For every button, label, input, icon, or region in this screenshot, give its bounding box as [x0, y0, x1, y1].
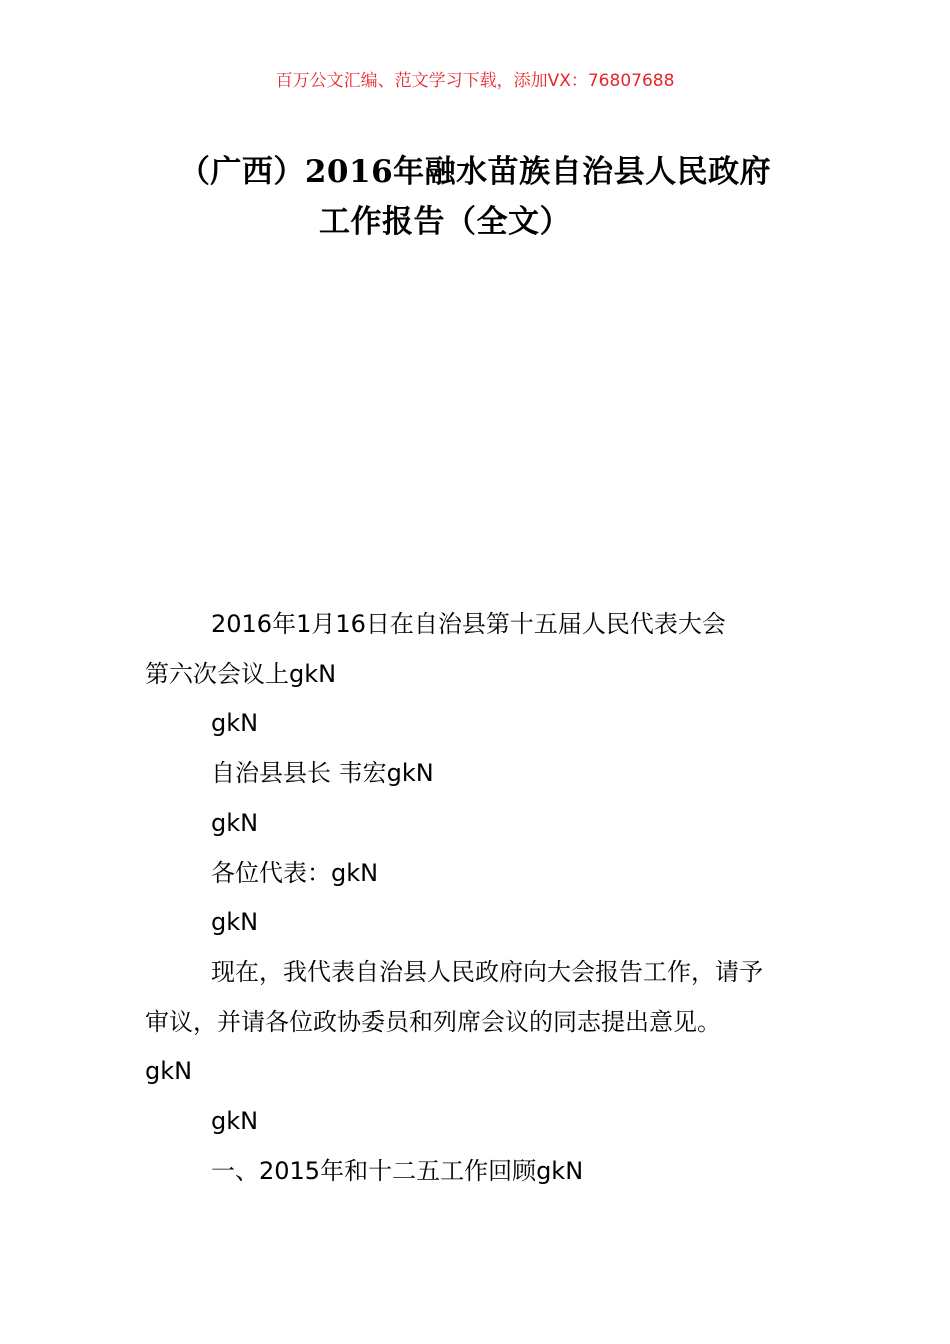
body-line: 第六次会议上gkN [145, 659, 337, 688]
document-title-line-2: 工作报告（全文） [319, 204, 571, 240]
body-line: 审议，并请各位政协委员和列席会议的同志提出意见。 [145, 1007, 721, 1036]
document-title-line-1: （广西）2016年融水苗族自治县人民政府 [178, 154, 772, 190]
body-line: gkN [145, 1057, 193, 1086]
header-note: 百万公文汇编、范文学习下载，添加VX：76807688 [275, 71, 675, 91]
document-body [145, 600, 825, 1196]
body-line: gkN [211, 1107, 259, 1136]
body-line: 自治县县长 韦宏gkN [211, 759, 434, 788]
body-line: 现在，我代表自治县人民政府向大会报告工作，请予 [211, 957, 763, 986]
body-line: 2016年1月16日在自治县第十五届人民代表大会 [211, 610, 726, 638]
body-line: gkN [211, 808, 259, 837]
body-line: gkN [211, 908, 259, 937]
body-line: 各位代表：gkN [211, 858, 379, 887]
body-line: gkN [211, 709, 259, 738]
section-heading: 一、2015年和十二五工作回顾gkN [211, 1156, 584, 1185]
